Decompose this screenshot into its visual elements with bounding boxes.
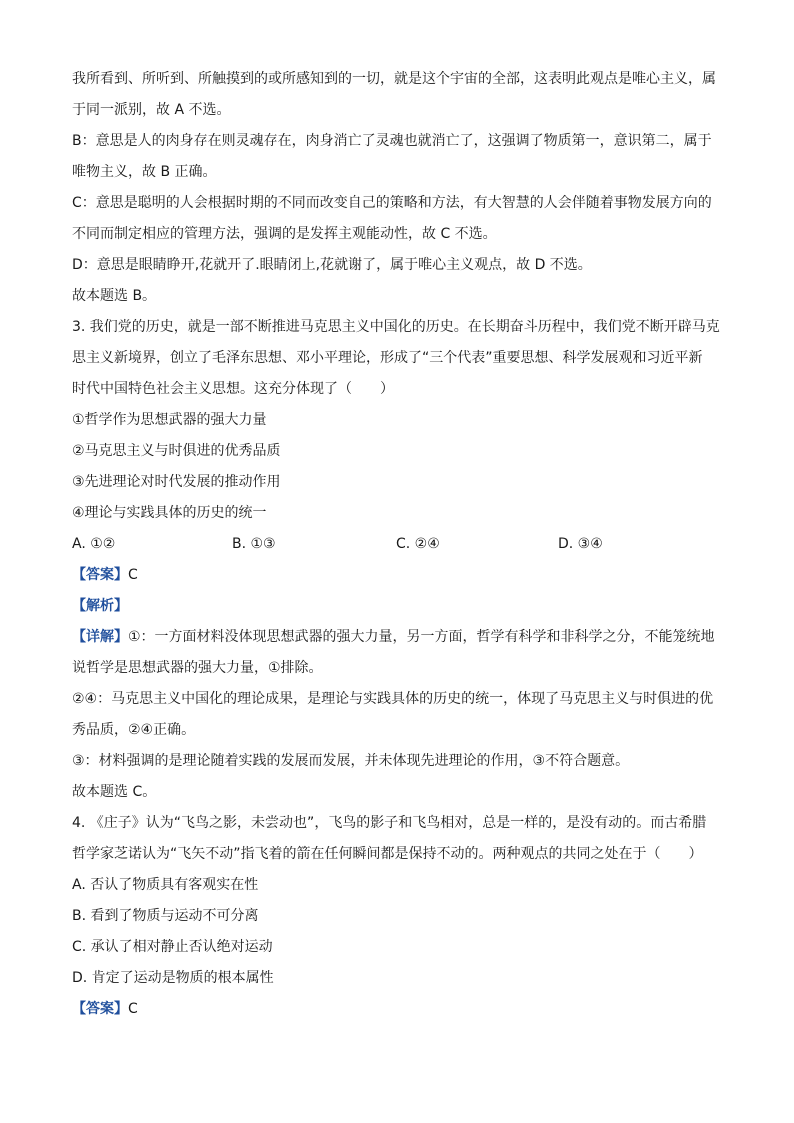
- question-3-statement: ②马克思主义与时俱进的优秀品质: [72, 443, 281, 459]
- question-3-statement: ①哲学作为思想武器的强大力量: [72, 412, 267, 428]
- text-line: 说哲学是思想武器的强大力量，①排除。: [72, 660, 323, 676]
- text-line: 我所看到、所听到、所触摸到的或所感知到的一切，就是这个宇宙的全部，这表明此观点是唯心主义，属: [72, 71, 716, 87]
- option-a: A. 否认了物质具有客观实在性: [72, 877, 259, 893]
- text-line: 故本题选 C。: [72, 784, 157, 800]
- question-4-answer: [72, 994, 722, 1025]
- question-4-stem: 4. 《庄子》认为“飞鸟之影，未尝动也”，飞鸟的影子和飞鸟相对，总是一样的，是没有动的。而古希腊: [72, 815, 707, 831]
- answer-value: C: [128, 1001, 138, 1017]
- text-line: 唯物主义，故 B 正确。: [72, 164, 217, 180]
- question-3-answer: [72, 560, 722, 591]
- text-line: D：意思是眼睛睁开,花就开了.眼睛闭上,花就谢了，属于唯心主义观点，故 D 不选。: [72, 257, 592, 273]
- question-3-options: [72, 529, 722, 560]
- detail-text: ①：一方面材料没体现思想武器的强大力量，另一方面，哲学有科学和非科学之分，不能笼统地: [128, 629, 715, 645]
- option-c: C. 承认了相对静止否认绝对运动: [72, 939, 273, 955]
- text-line: C：意思是聪明的人会根据时期的不同而改变自己的策略和方法，有大智慧的人会伴随着事物发展方向的: [72, 195, 712, 211]
- text-line: B：意思是人的肉身存在则灵魂存在，肉身消亡了灵魂也就消亡了，这强调了物质第一，意识第二，属于: [72, 133, 712, 149]
- text-line: 秀品质，②④正确。: [72, 722, 196, 738]
- question-3-analysis: [72, 591, 722, 622]
- option-d: D. ③④: [558, 536, 603, 552]
- detail-tag: 【详解】: [72, 629, 128, 645]
- text-line: 于同一派别，故 A 不选。: [72, 102, 231, 118]
- question-3-stem: 3. 我们党的历史，就是一部不断推进马克思主义中国化的历史。在长期奋斗历程中，我们党不断开辟马克: [72, 319, 720, 335]
- option-b: B. 看到了物质与运动不可分离: [72, 908, 259, 924]
- option-c: C. ②④: [396, 536, 440, 552]
- analysis-tag: 【解析】: [72, 598, 128, 614]
- answer-tag: 【答案】: [72, 1001, 128, 1017]
- question-3-stem: 时代中国特色社会主义思想。这充分体现了（ ）: [72, 381, 394, 397]
- question-4-stem: 哲学家芝诺认为“飞矢不动”指飞着的箭在任何瞬间都是保持不动的。两种观点的共同之处在于（ ）: [72, 846, 703, 862]
- question-3-statement: ④理论与实践具体的历史的统一: [72, 505, 267, 521]
- option-d: D. 肯定了运动是物质的根本属性: [72, 970, 274, 986]
- option-b: B. ①③: [232, 536, 276, 552]
- text-line: ②④：马克思主义中国化的理论成果，是理论与实践具体的历史的统一，体现了马克思主义与时俱进的优: [72, 691, 714, 707]
- text-line: 不同而制定相应的管理方法，强调的是发挥主观能动性，故 C 不选。: [72, 226, 497, 242]
- answer-value: C: [128, 567, 138, 583]
- answer-tag: 【答案】: [72, 567, 128, 583]
- question-3-stem: 思主义新境界，创立了毛泽东思想、邓小平理论，形成了“三个代表”重要思想、科学发展观和习近平新: [72, 350, 703, 366]
- text-line: ③：材料强调的是理论随着实践的发展而发展，并未体现先进理论的作用，③不符合题意。: [72, 753, 630, 769]
- option-a: A. ①②: [72, 536, 116, 552]
- question-3-detail: [72, 622, 722, 653]
- question-3-statement: ③先进理论对时代发展的推动作用: [72, 474, 281, 490]
- document-content: [72, 64, 722, 1025]
- text-line: 故本题选 B。: [72, 288, 157, 304]
